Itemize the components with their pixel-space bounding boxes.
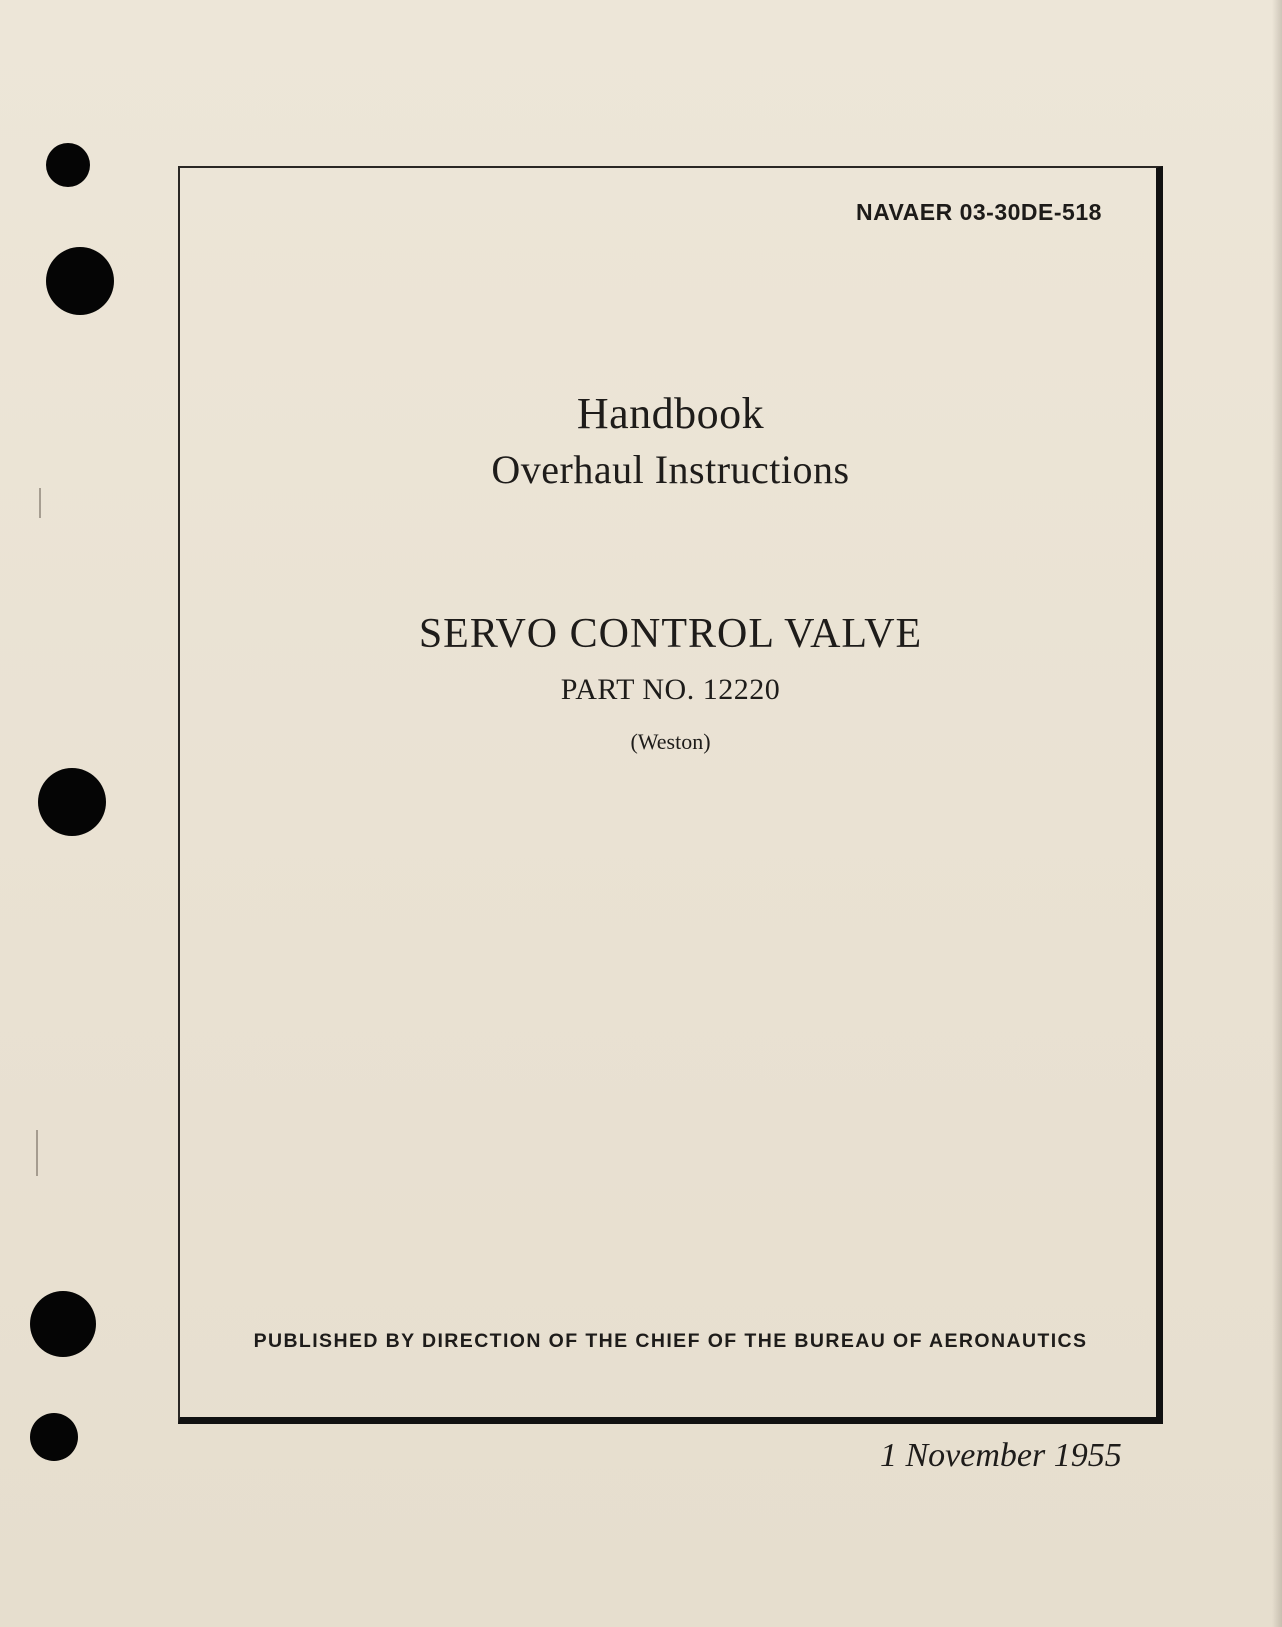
title-overhaul-instructions: Overhaul Instructions xyxy=(491,447,850,492)
binder-hole xyxy=(46,143,90,187)
page-edge-shadow xyxy=(1272,0,1282,1627)
publication-date: 1 November 1955 xyxy=(880,1437,1122,1474)
binder-hole xyxy=(30,1291,96,1357)
manufacturer-name: (Weston) xyxy=(630,729,711,754)
product-name: SERVO CONTROL VALVE xyxy=(418,611,923,657)
scan-mark xyxy=(36,1130,38,1176)
binder-hole xyxy=(46,247,114,315)
binder-hole xyxy=(38,768,106,836)
title-handbook: Handbook xyxy=(576,389,765,438)
scan-mark xyxy=(39,488,41,518)
cover-frame xyxy=(178,166,1163,1424)
binder-hole xyxy=(30,1413,78,1461)
part-number: PART NO. 12220 xyxy=(560,673,781,706)
document-number: NAVAER 03-30DE-518 xyxy=(856,199,1102,225)
publisher-statement: PUBLISHED BY DIRECTION OF THE CHIEF OF THE BUREAU OF AERONAUTICS xyxy=(253,1330,1088,1352)
